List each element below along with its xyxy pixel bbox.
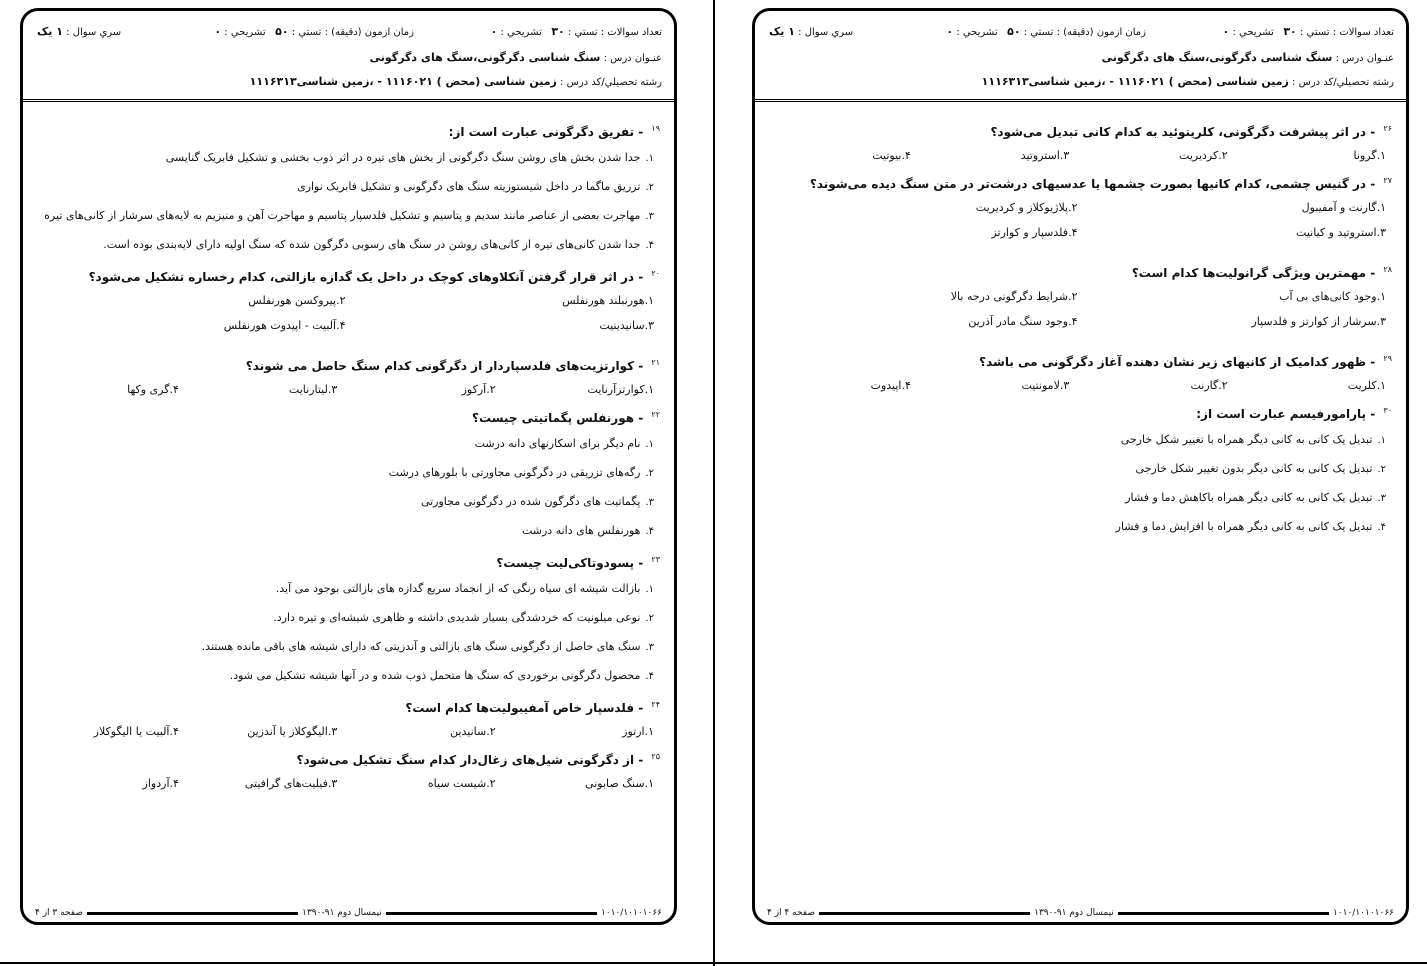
option-number: ۳. xyxy=(645,497,654,508)
answer-options xyxy=(37,383,660,396)
option-number: ۱. xyxy=(1377,435,1386,446)
question-text: $^{۲۹}$ - ظهور کدامیک از کانیهای زیر نشان دهنده آغاز دگرگونی می باشد؟ xyxy=(979,354,1392,369)
answer-option xyxy=(769,518,1392,536)
option-text: سانیدین xyxy=(450,725,487,738)
option-text: آلبیت - اپیدوت هورنفلس xyxy=(223,319,337,332)
option-number: ۲. xyxy=(1218,379,1228,392)
option-text: سنگ صابونی xyxy=(585,777,645,790)
option-number: ۲. xyxy=(486,777,496,790)
option-number: ۱. xyxy=(645,584,654,595)
question-number: ۲۳ xyxy=(651,555,660,564)
question-text: $^{۲۷}$ - در گنیس چشمی، کدام کانیها بصورت چشمها یا عدسیهای درشت‌تر در متن سنگ دیده می‌شوند؟ xyxy=(809,176,1392,191)
question-item xyxy=(37,120,660,254)
answer-option xyxy=(1244,379,1386,392)
question-item xyxy=(37,265,660,344)
option-text: تزریق ماگما در داخل شیستوزیته سنگ های دگرگونی و تشکیل فابریک نواری xyxy=(297,180,641,193)
option-number: ۴. xyxy=(645,526,654,537)
question-stem: در اثر قرار گرفتن آنکلاوهای کوچک در داخل یک گدازه بازالتی، کدام رخساره تشکیل می‌شود؟ xyxy=(88,270,635,284)
answer-option xyxy=(37,319,346,332)
sheet-header xyxy=(755,11,1406,102)
option-text: فیلیت‌های گرافیتی xyxy=(244,777,328,790)
answer-option xyxy=(37,236,660,254)
option-number: ۳. xyxy=(1059,149,1070,162)
question-series: سري سوال : ۱ یک xyxy=(37,25,122,38)
footer-code: ۱۰۱۰/۱۰۱۰۱۰۶۶ xyxy=(1332,908,1395,918)
field-code: رشته تحصيلي/کد درس : زمین شناسی (محض ) ۱۱۱۶۰۲۱ - ،زمین شناسی۱۱۱۶۳۱۳ xyxy=(981,75,1394,88)
answer-option xyxy=(1086,149,1228,162)
question-number: ۲۱ xyxy=(651,358,660,367)
option-text: فلدسپار و کوارتز xyxy=(991,226,1069,239)
question-text: $^{۲۴}$ - فلدسپار خاص آمفیبولیت‌ها کدام است؟ xyxy=(405,700,660,715)
answer-option xyxy=(37,638,660,656)
option-text: پیروکسن هورنفلس xyxy=(248,294,337,307)
option-text: وجود سنگ مادر آذرین xyxy=(968,315,1069,328)
option-number: ۴. xyxy=(1068,315,1078,328)
answer-option xyxy=(927,149,1069,162)
option-text: سرشار از کوارتز و فلدسپار xyxy=(1251,315,1377,328)
answer-options xyxy=(769,201,1392,251)
option-text: استروتید و کیانیت xyxy=(1296,226,1377,239)
answer-option xyxy=(37,493,660,511)
option-number: ۴. xyxy=(169,725,179,738)
option-number: ۳. xyxy=(327,777,338,790)
footer-page-number: صفحه ۴ از ۴ xyxy=(767,908,815,918)
answer-options xyxy=(37,435,660,540)
answer-option xyxy=(37,435,660,453)
option-number: ۱. xyxy=(1376,379,1386,392)
option-number: ۳. xyxy=(1377,493,1386,504)
answer-option xyxy=(769,460,1392,478)
answer-option xyxy=(769,489,1392,507)
question-number: ۲۰ xyxy=(651,269,660,278)
answer-option xyxy=(37,609,660,627)
option-text: پگماتیت های دگرگون شده در دگرگونی مجاورتی xyxy=(420,495,641,508)
question-item xyxy=(769,402,1392,536)
answer-option xyxy=(927,379,1069,392)
field-code: رشته تحصيلي/کد درس : زمین شناسی (محض ) ۱۱۱۶۰۲۱ - ،زمین شناسی۱۱۱۶۳۱۳ xyxy=(249,75,662,88)
option-number: ۳. xyxy=(645,642,654,653)
option-number: ۴. xyxy=(645,240,654,251)
question-text: $^{۳۰}$ - پارامورفیسم عبارت است از: xyxy=(1196,406,1392,421)
answer-option xyxy=(354,777,496,790)
option-number: ۱. xyxy=(644,777,654,790)
sheet-header xyxy=(23,11,674,102)
option-number: ۳. xyxy=(327,383,338,396)
answer-option xyxy=(37,725,179,738)
option-number: ۴. xyxy=(169,777,179,790)
question-item xyxy=(37,748,660,790)
option-number: ۱. xyxy=(644,383,654,396)
answer-option xyxy=(346,319,655,332)
option-number: ۴. xyxy=(1377,522,1386,533)
question-item xyxy=(37,551,660,685)
question-item xyxy=(769,120,1392,162)
question-stem: مهمترین ویژگی گرانولیت‌ها کدام است؟ xyxy=(1131,266,1367,280)
option-text: لیتارنایت xyxy=(288,383,328,396)
answer-option xyxy=(195,383,337,396)
question-number: ۲۹ xyxy=(1383,354,1392,363)
answer-options xyxy=(769,149,1392,162)
footer-code: ۱۰۱۰/۱۰۱۰۱۰۶۶ xyxy=(600,908,663,918)
option-text: گارنت xyxy=(1190,379,1219,392)
option-number: ۱. xyxy=(1376,201,1386,214)
option-text: پلاژیوکلاز و کردیریت xyxy=(975,201,1069,214)
option-number: ۴. xyxy=(169,383,179,396)
question-item xyxy=(769,261,1392,340)
question-number: ۲۷ xyxy=(1383,176,1392,185)
option-number: ۴. xyxy=(645,671,654,682)
option-number: ۲. xyxy=(1218,149,1228,162)
option-number: ۲. xyxy=(486,725,496,738)
question-number: ۲۶ xyxy=(1383,124,1392,133)
option-text: تبدیل یک کانی به کانی دیگر بدون تغییر شکل خارجی xyxy=(1135,462,1373,475)
option-number: ۴. xyxy=(1068,226,1078,239)
question-text: $^{۲۵}$ - از دگرگونی شیل‌های زغال‌دار کدام سنگ تشکیل می‌شود؟ xyxy=(296,752,660,767)
option-text: گرونا xyxy=(1353,149,1377,162)
option-number: ۱. xyxy=(1376,290,1386,303)
answer-options xyxy=(37,294,660,344)
answer-option xyxy=(769,379,911,392)
answer-option xyxy=(1078,290,1387,303)
sheet-footer xyxy=(35,906,662,920)
question-text: $^{۱۹}$ - تفریق دگرگونی عبارت است از: xyxy=(448,124,660,139)
option-text: آرکوز xyxy=(461,383,487,396)
answer-options xyxy=(37,725,660,738)
option-text: محصول دگرگونی برخوردی که سنگ ها متحمل ذوب شده و در آنها شیشه تشکیل می شود. xyxy=(229,669,641,682)
answer-option xyxy=(195,777,337,790)
answer-option xyxy=(1244,149,1386,162)
option-number: ۱. xyxy=(1376,149,1386,162)
page-divider xyxy=(713,0,715,966)
option-number: ۳. xyxy=(1376,315,1386,328)
footer-term: نیمسال دوم ۹۱-۱۳۹۰ xyxy=(1034,908,1114,918)
option-number: ۲. xyxy=(645,468,654,479)
answer-options xyxy=(769,431,1392,536)
option-text: هورنفلس های دانه درشت xyxy=(521,524,641,537)
option-text: اپیدوت xyxy=(870,379,902,392)
answer-options xyxy=(769,290,1392,340)
option-text: بیوتیت xyxy=(872,149,902,162)
option-text: نوعی میلونیت که خردشدگی بسیار شدیدی داشته و ظاهری شیشه‌ای و تیره دارد. xyxy=(273,611,641,624)
option-number: ۲. xyxy=(486,383,496,396)
answer-option xyxy=(37,149,660,167)
option-number: ۴. xyxy=(336,319,346,332)
course-title: عنـوان درس : سنگ شناسی دگرگونی،سنگ های دگرگونی xyxy=(1101,51,1394,64)
exam-sheet-page-4 xyxy=(752,8,1409,925)
question-number: ۱۹ xyxy=(651,124,660,133)
footer-term: نیمسال دوم ۹۱-۱۳۹۰ xyxy=(302,908,382,918)
answer-option xyxy=(769,431,1392,449)
question-text: $^{۲۳}$ - پسودوتاکی‌لیت چیست؟ xyxy=(496,555,660,570)
option-number: ۳. xyxy=(645,211,654,222)
answer-option xyxy=(769,201,1078,214)
option-text: سانیدینیت xyxy=(599,319,645,332)
question-item xyxy=(37,406,660,540)
option-text: هورنبلند هورنفلس xyxy=(562,294,645,307)
option-text: ارتوز xyxy=(622,725,645,738)
answer-option xyxy=(37,522,660,540)
answer-option xyxy=(1078,315,1387,328)
option-number: ۱. xyxy=(644,725,654,738)
option-text: سنگ های حاصل از دگرگونی سنگ های بازالتی و آندزیتی که دارای شیشه های باقی مانده هستند. xyxy=(201,640,641,653)
option-text: آردواز xyxy=(142,777,170,790)
question-text: $^{۲۱}$ - کوارتزیت‌های فلدسپاردار از دگرگونی کدام سنگ حاصل می شوند؟ xyxy=(245,358,660,373)
sheet-footer xyxy=(767,906,1394,920)
question-item xyxy=(769,172,1392,251)
answer-option xyxy=(37,777,179,790)
option-number: ۴. xyxy=(901,149,911,162)
answer-option xyxy=(512,777,654,790)
question-stem: در اثر پیشرفت دگرگونی، کلریتوئید به کدام کانی تبدیل می‌شود؟ xyxy=(990,125,1367,139)
option-number: ۲. xyxy=(1068,201,1078,214)
option-number: ۳. xyxy=(1059,379,1070,392)
course-title: عنـوان درس : سنگ شناسی دگرگونی،سنگ های دگرگونی xyxy=(369,51,662,64)
answer-option xyxy=(37,178,660,196)
option-text: بازالت شیشه ای سیاه رنگی که از انجماد سریع گدازه های بازالتی بوجود می آید. xyxy=(275,582,641,595)
answer-option xyxy=(512,383,654,396)
option-number: ۲. xyxy=(1068,290,1078,303)
question-text: $^{۲۶}$ - در اثر پیشرفت دگرگونی، کلریتوئید به کدام کانی تبدیل می‌شود؟ xyxy=(990,124,1392,139)
answer-option xyxy=(769,290,1078,303)
question-item xyxy=(37,354,660,396)
option-text: استروتید xyxy=(1020,149,1060,162)
option-text: نام دیگر برای اسکارنهای دانه درشت xyxy=(474,437,641,450)
bottom-border xyxy=(0,962,1427,964)
option-text: کلریت xyxy=(1347,379,1377,392)
option-text: تبدیل یک کانی به کانی دیگر همراه با افزایش دما و فشار xyxy=(1115,520,1373,533)
option-number: ۳. xyxy=(327,725,338,738)
option-text: تبدیل یک کانی به کانی دیگر همراه باکاهش دما و فشار xyxy=(1125,491,1373,504)
answer-option xyxy=(195,725,337,738)
question-number: ۲۸ xyxy=(1383,265,1392,274)
option-text: گارنت و آمفیبول xyxy=(1301,201,1377,214)
option-text: گری وکها xyxy=(127,383,170,396)
answer-option xyxy=(37,580,660,598)
option-text: کوارتزآرنایت xyxy=(587,383,645,396)
question-stem: پسودوتاکی‌لیت چیست؟ xyxy=(496,556,635,570)
question-number: ۲۵ xyxy=(651,752,660,761)
answer-option xyxy=(512,725,654,738)
question-item xyxy=(769,350,1392,392)
exam-sheet-page-3 xyxy=(20,8,677,925)
option-number: ۲. xyxy=(336,294,346,307)
option-number: ۲. xyxy=(645,182,654,193)
option-number: ۳. xyxy=(644,319,654,332)
question-stem: کوارتزیت‌های فلدسپاردار از دگرگونی کدام سنگ حاصل می شوند؟ xyxy=(245,359,635,373)
questions-area xyxy=(755,102,1406,536)
footer-page-number: صفحه ۳ از ۴ xyxy=(35,908,83,918)
question-item xyxy=(37,696,660,738)
answer-option xyxy=(1078,201,1387,214)
answer-options xyxy=(37,149,660,254)
exam-time: زمان ازمون (دقيقه) : تستي : ۵۰ تشريحي : ۰ xyxy=(946,25,1146,38)
answer-option xyxy=(37,383,179,396)
question-series: سري سوال : ۱ یک xyxy=(769,25,854,38)
option-text: آلبیت یا الیگوکلاز xyxy=(93,725,170,738)
option-text: جدا شدن کانی‌های تیره از کانی‌های روشن در سنگ های رسوبی دگرگون شده که سنگ اولیه دارای لایه‌بندی بوده است. xyxy=(103,238,641,251)
question-stem: پارامورفیسم عبارت است از: xyxy=(1196,407,1367,421)
exam-time: زمان ازمون (دقيقه) : تستي : ۵۰ تشريحي : ۰ xyxy=(214,25,414,38)
answer-option xyxy=(769,149,911,162)
answer-option xyxy=(769,226,1078,239)
answer-option xyxy=(769,315,1078,328)
answer-option xyxy=(37,464,660,482)
answer-option xyxy=(37,667,660,685)
option-text: الیگوکلاز یا آندزین xyxy=(247,725,328,738)
question-stem: ظهور کدامیک از کانیهای زیر نشان دهنده آغاز دگرگونی می باشد؟ xyxy=(979,355,1367,369)
question-stem: هورنفلس پگماتیتی چیست؟ xyxy=(472,411,635,425)
question-text: $^{۲۸}$ - مهمترین ویژگی گرانولیت‌ها کدام است؟ xyxy=(1131,265,1392,280)
question-number: ۲۲ xyxy=(651,410,660,419)
answer-options xyxy=(37,777,660,790)
answer-option xyxy=(1078,226,1387,239)
answer-option xyxy=(354,725,496,738)
answer-option xyxy=(346,294,655,307)
question-stem: در گنیس چشمی، کدام کانیها بصورت چشمها یا عدسیهای درشت‌تر در متن سنگ دیده می‌شوند؟ xyxy=(809,177,1367,191)
answer-option xyxy=(354,383,496,396)
option-text: لامونتیت xyxy=(1021,379,1060,392)
question-stem: تفریق دگرگونی عبارت است از: xyxy=(448,125,635,139)
option-number: ۲. xyxy=(645,613,654,624)
option-number: ۱. xyxy=(645,439,654,450)
option-text: مهاجرت بعضی از عناصر مانند سدیم و پتاسیم و تشکیل فلدسپار پتاسیم و مهاجرت آهن و منیزیم به لایه‌های سرشار از کانی‌های تیره xyxy=(44,209,641,222)
option-number: ۲. xyxy=(1377,464,1386,475)
option-number: ۱. xyxy=(645,153,654,164)
question-count: تعداد سوالات : تستي : ۳۰ تشريحي : ۰ xyxy=(1222,25,1394,38)
question-number: ۳۰ xyxy=(1383,406,1392,415)
option-text: شیست سیاه xyxy=(427,777,487,790)
option-number: ۳. xyxy=(1376,226,1386,239)
answer-option xyxy=(37,207,660,225)
question-text: $^{۲۰}$ - در اثر قرار گرفتن آنکلاوهای کوچک در داخل یک گدازه بازالتی، کدام رخساره تشکیل می‌شود؟ xyxy=(88,269,660,284)
answer-options xyxy=(37,580,660,685)
question-number: ۲۴ xyxy=(651,700,660,709)
option-number: ۴. xyxy=(901,379,911,392)
question-stem: از دگرگونی شیل‌های زغال‌دار کدام سنگ تشکیل می‌شود؟ xyxy=(296,753,635,767)
option-number: ۱. xyxy=(644,294,654,307)
option-text: وجود کانی‌های بی آب xyxy=(1279,290,1377,303)
option-text: شرایط دگرگونی درجه بالا xyxy=(950,290,1069,303)
option-text: کردیریت xyxy=(1179,149,1219,162)
answer-option xyxy=(37,294,346,307)
question-count: تعداد سوالات : تستي : ۳۰ تشريحي : ۰ xyxy=(490,25,662,38)
question-text: $^{۲۲}$ - هورنفلس پگماتیتی چیست؟ xyxy=(472,410,660,425)
option-text: رگه‌های تزریقی در دگرگونی مجاورتی با بلورهای درشت xyxy=(388,466,641,479)
questions-area xyxy=(23,102,674,790)
option-text: تبدیل یک کانی به کانی دیگر همراه با تغییر شکل خارجی xyxy=(1120,433,1373,446)
question-stem: فلدسپار خاص آمفیبولیت‌ها کدام است؟ xyxy=(405,701,635,715)
answer-options xyxy=(769,379,1392,392)
option-text: جدا شدن بخش های روشن سنگ دگرگونی از بخش های تیره در اثر ذوب بخشی و تشکیل فابریک گنایسی xyxy=(165,151,641,164)
answer-option xyxy=(1086,379,1228,392)
